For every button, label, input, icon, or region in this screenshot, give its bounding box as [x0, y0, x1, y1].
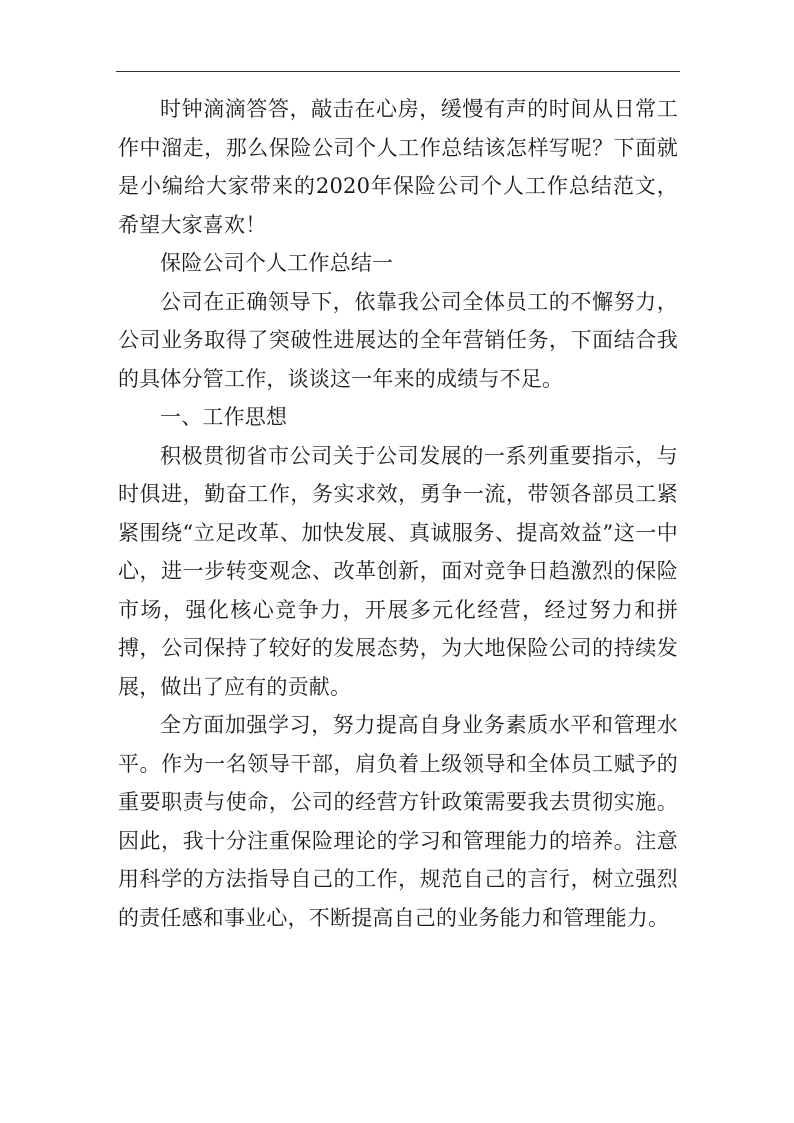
intro-paragraph: 时钟滴滴答答，敲击在心房，缓慢有声的时间从日常工作中溜走，那么保险公司个人工作总结该怎样写呢？下面就是小编给大家带来的2020年保险公司个人工作总结范文，希望大家喜欢！ [118, 97, 678, 237]
document-body [118, 90, 678, 937]
work-thought-paragraph: 积极贯彻省市公司关于公司发展的一系列重要指示，与时俱进，勤奋工作，务实求效，勇争一流，带领各部员工紧紧围绕“立足改革、加快发展、真诚服务、提高效益”这一中心，进一步转变观念、改革创新，面对竞争日趋激烈的保险市场，强化核心竞争力，开展多元化经营，经过努力和拼搏，公司保持了较好的发展态势，为大地保险公司的持续发展，做出了应有的贡献。 [118, 443, 678, 699]
summary-paragraph: 公司在正确领导下，依靠我公司全体员工的不懈努力，公司业务取得了突破性进展达的全年营销任务，下面结合我的具体分管工作，谈谈这一年来的成绩与不足。 [118, 289, 678, 391]
study-paragraph: 全方面加强学习，努力提高自身业务素质水平和管理水平。作为一名领导干部，肩负着上级领导和全体员工赋予的重要职责与使命，公司的经营方针政策需要我去贯彻实施。因此，我十分注重保险理论的学习和管理能力的培养。注意用科学的方法指导自己的工作，规范自己的言行，树立强烈的责任感和事业心，不断提高自己的业务能力和管理能力。 [118, 713, 678, 930]
section-title: 保险公司个人工作总结一 [160, 251, 394, 275]
section-heading: 一、工作思想 [160, 405, 288, 429]
header-rule [116, 71, 680, 72]
